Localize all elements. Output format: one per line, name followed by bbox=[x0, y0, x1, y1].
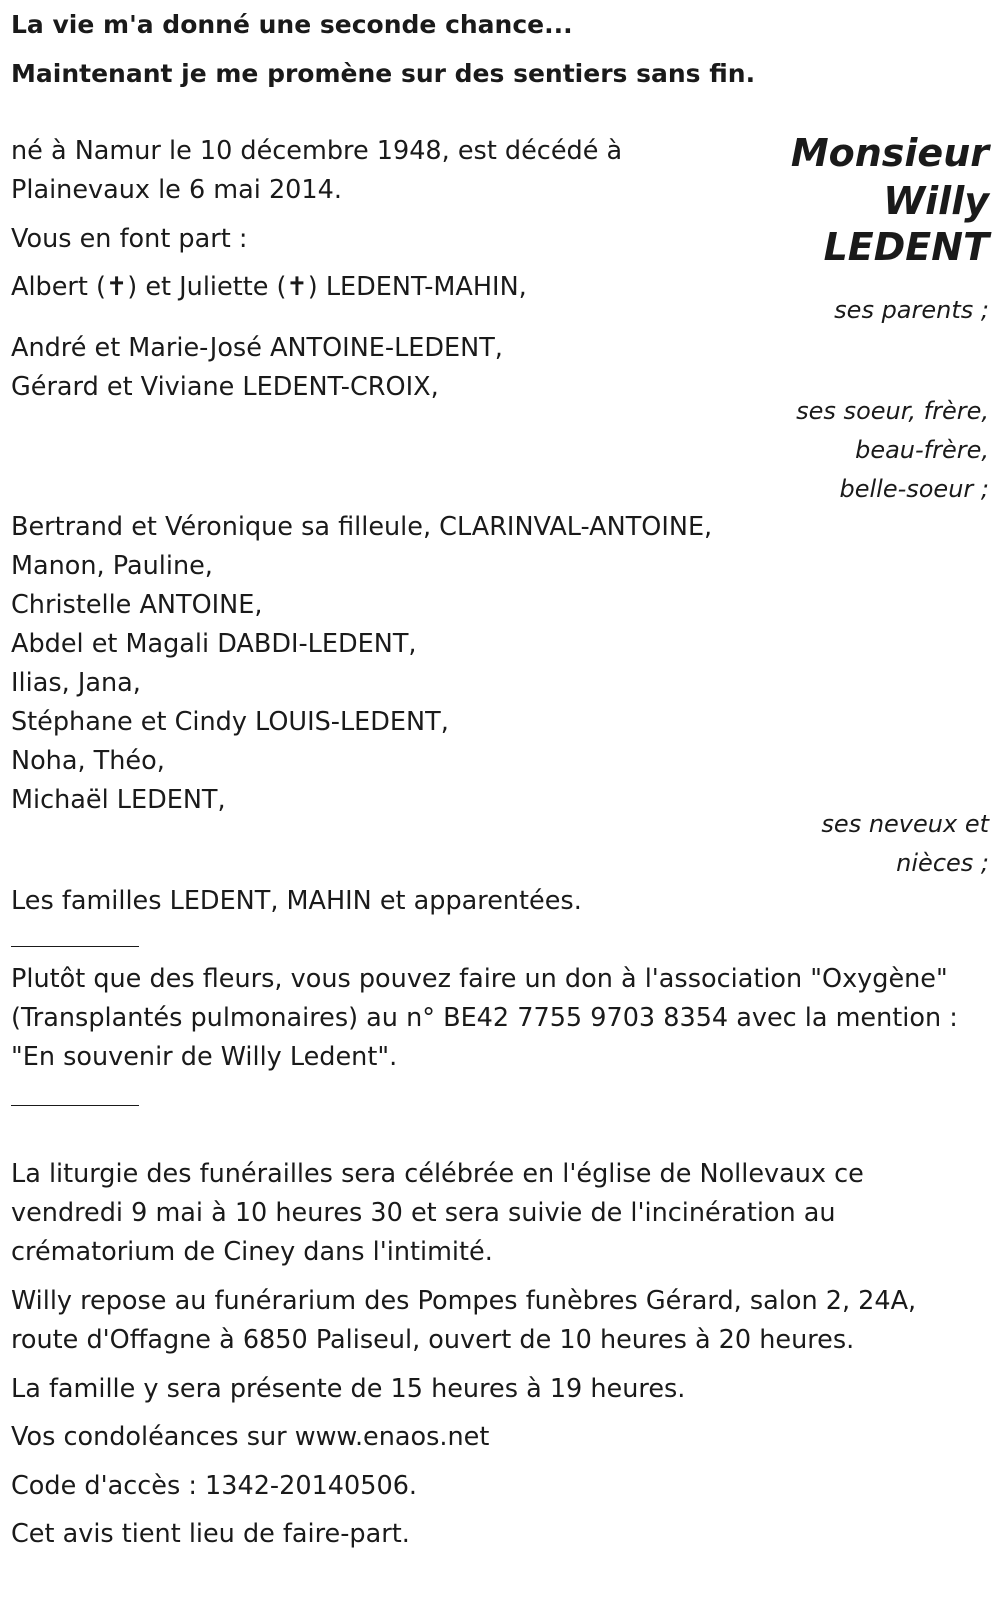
separator-rule bbox=[11, 946, 139, 947]
parents-relation: ses parents ; bbox=[834, 296, 989, 324]
notice-text: Cet avis tient lieu de faire-part. bbox=[11, 1519, 410, 1549]
nephew-line: Ilias, Jana, bbox=[11, 668, 141, 698]
liturgy-line: La liturgie des funérailles sera célébrée en l'église de Nollevaux ce bbox=[11, 1159, 864, 1189]
deceased-first-name: Willy bbox=[883, 179, 989, 223]
nephew-line: Manon, Pauline, bbox=[11, 551, 213, 581]
access-code-text: Code d'accès : 1342-20140506. bbox=[11, 1471, 418, 1501]
nephew-line: Abdel et Magali DABDI-LEDENT, bbox=[11, 629, 417, 659]
siblings-relation: beau-frère, bbox=[855, 436, 989, 464]
nephew-line: Stéphane et Cindy LOUIS-LEDENT, bbox=[11, 707, 449, 737]
intro-line-1: né à Namur le 10 décembre 1948, est décédé à bbox=[11, 136, 623, 166]
nephews-relation: ses neveux et bbox=[821, 810, 989, 838]
sibling-line: André et Marie-José ANTOINE-LEDENT, bbox=[11, 333, 503, 363]
donation-line-1: Plutôt que des fleurs, vous pouvez faire un don à l'association "Oxygène" bbox=[11, 964, 948, 994]
rest-line: Willy repose au funérarium des Pompes funèbres Gérard, salon 2, 24A, bbox=[11, 1286, 917, 1316]
nephew-line: Bertrand et Véronique sa filleule, CLARINVAL-ANTOINE, bbox=[11, 512, 713, 542]
quote-line-2: Maintenant je me promène sur des sentiers sans fin. bbox=[11, 59, 756, 88]
parents-names: Albert (✝) et Juliette (✝) LEDENT-MAHIN, bbox=[11, 272, 527, 302]
siblings-relation: ses soeur, frère, bbox=[796, 397, 989, 425]
nephews-relation: nièces ; bbox=[896, 849, 989, 877]
announce-text: Vous en font part : bbox=[11, 224, 248, 254]
intro-line-2: Plainevaux le 6 mai 2014. bbox=[11, 175, 342, 205]
nephew-line: Noha, Théo, bbox=[11, 746, 165, 776]
separator-rule bbox=[11, 1105, 139, 1106]
condolences-text: Vos condoléances sur www.enaos.net bbox=[11, 1422, 490, 1452]
liturgy-line: crématorium de Ciney dans l'intimité. bbox=[11, 1237, 493, 1267]
quote-line-1: La vie m'a donné une seconde chance... bbox=[11, 10, 573, 39]
donation-line-2: (Transplantés pulmonaires) au n° BE42 7755 9703 8354 avec la mention : bbox=[11, 1003, 958, 1033]
deceased-last-name: LEDENT bbox=[823, 225, 989, 269]
nephew-line: Michaël LEDENT, bbox=[11, 785, 226, 815]
nephew-line: Christelle ANTOINE, bbox=[11, 590, 263, 620]
family-presence-text: La famille y sera présente de 15 heures à 19 heures. bbox=[11, 1374, 686, 1404]
liturgy-line: vendredi 9 mai à 10 heures 30 et sera suivie de l'incinération au bbox=[11, 1198, 836, 1228]
donation-line-3: "En souvenir de Willy Ledent". bbox=[11, 1042, 398, 1072]
siblings-relation: belle-soeur ; bbox=[839, 475, 989, 503]
families-text: Les familles LEDENT, MAHIN et apparentées. bbox=[11, 886, 582, 916]
deceased-title: Monsieur bbox=[790, 131, 989, 175]
sibling-line: Gérard et Viviane LEDENT-CROIX, bbox=[11, 372, 439, 402]
rest-line: route d'Offagne à 6850 Paliseul, ouvert de 10 heures à 20 heures. bbox=[11, 1325, 855, 1355]
